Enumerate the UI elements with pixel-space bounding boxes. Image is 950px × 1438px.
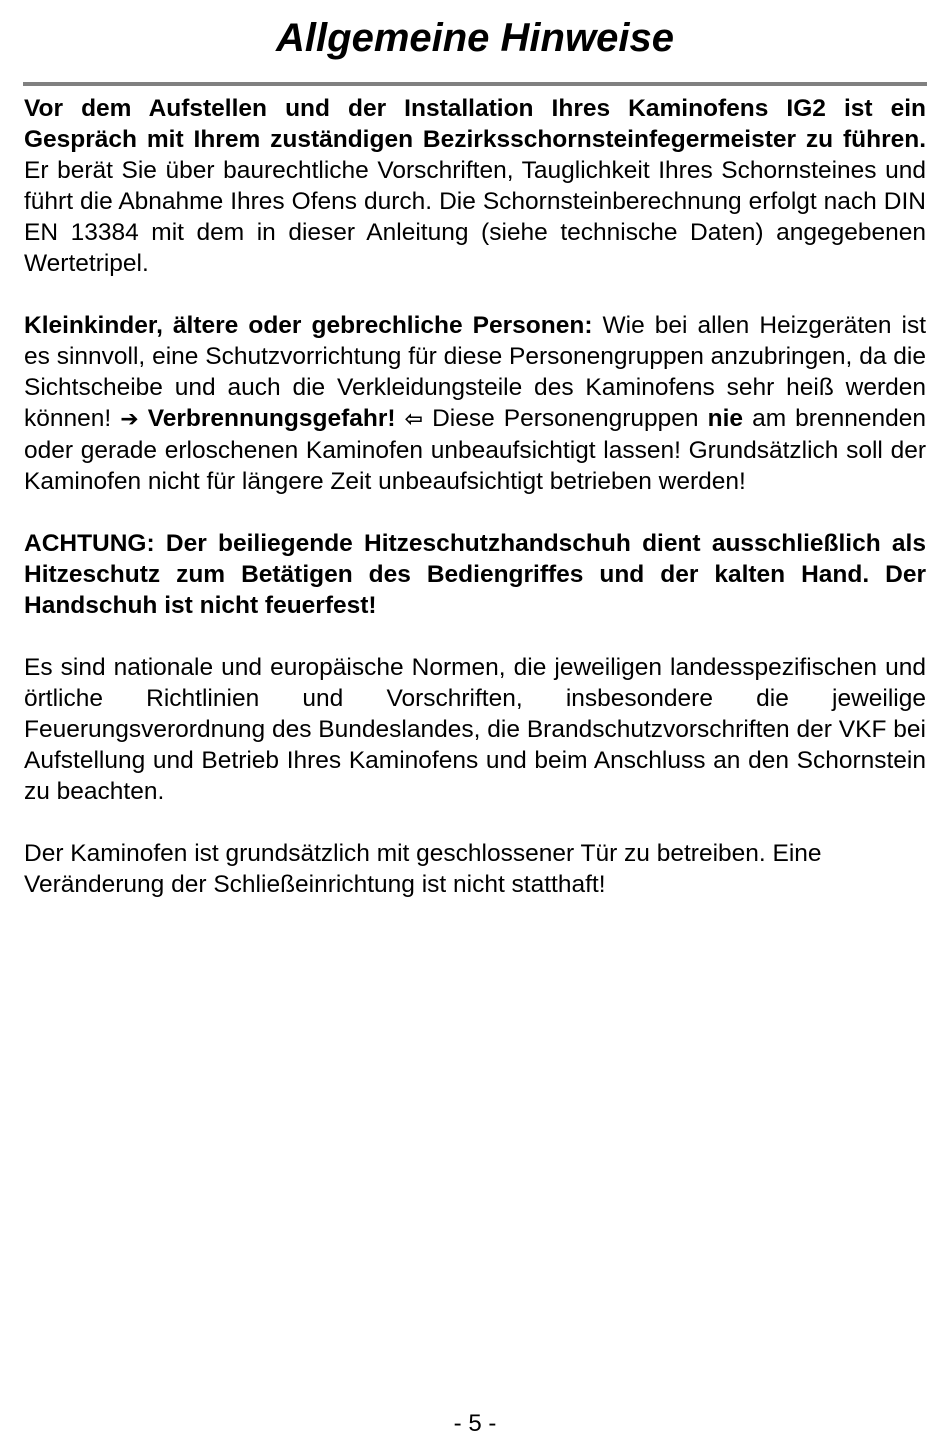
installation-bold-lead: Vor dem Aufstellen und der Installation Ihres Kaminofens IG2 ist ein Gespräch mit Ihrem zuständigen Bezirksschornsteinfegermeister zu führen. [24,95,926,153]
page-title: Allgemeine Hinweise [276,16,674,60]
burn-warning: Verbrennungsgefahr! [138,405,405,432]
children-bold-lead: Kleinkinder, ältere oder gebrechliche Personen: [24,312,593,339]
children-text-3: am brennenden oder gerade erloschenen Kaminofen unbeaufsichtigt lassen! Grundsätzlich soll der Kaminofen nicht für längere Zeit unbeaufsichtigt betrieben werden! [24,405,926,495]
children-bold-nie: nie [707,405,744,432]
document-body [24,93,926,931]
paragraph-installation [24,93,926,279]
door-text: Der Kaminofen ist grundsätzlich mit geschlossener Tür zu betreiben. Eine Veränderung der Schließeinrichtung ist nicht statthaft! [24,840,822,898]
title-divider [23,82,927,86]
paragraph-children-safety [24,310,926,497]
arrow-left-icon: ⇦ [404,407,424,432]
arrow-right-icon: ➔ [120,407,139,432]
children-text-2: Diese Personengruppen [423,405,708,432]
norms-text: Es sind nationale und europäische Normen, die jeweiligen landesspezifischen und örtliche Richtlinien und Vorschriften, insbesondere die jeweilige Feuerungsverordnung des Bundeslandes, die Brandschutzvorschriften der VKF bei Aufstellung und Betrieb Ihres Kaminofens und beim Anschluss an den Schornstein zu beachten. [24,654,926,805]
installation-text: Er berät Sie über baurechtliche Vorschriften, Tauglichkeit Ihres Schornsteines und führt die Abnahme Ihres Ofens durch. Die Schornsteinberechnung erfolgt nach DIN EN 13384 mit dem in dieser Anleitung (siehe technische Daten) angegebenen Wertetripel. [24,157,926,277]
children-text-1: Wie bei allen Heizgeräten ist es sinnvoll, eine Schutzvorrichtung für diese Personengruppen anzubringen, da die Sichtscheibe und auch die Verkleidungsteile des Kaminofens sehr heiß werden können! [24,312,926,432]
paragraph-door [24,838,926,900]
glove-warning-text: ACHTUNG: Der beiliegende Hitzeschutzhandschuh dient ausschließlich als Hitzeschutz zum Betätigen des Bediengriffes und der kalten Hand. Der Handschuh ist nicht feuerfest! [24,530,926,619]
paragraph-norms [24,652,926,807]
paragraph-glove-warning [24,528,926,621]
page-number: - 5 - [453,1410,497,1437]
